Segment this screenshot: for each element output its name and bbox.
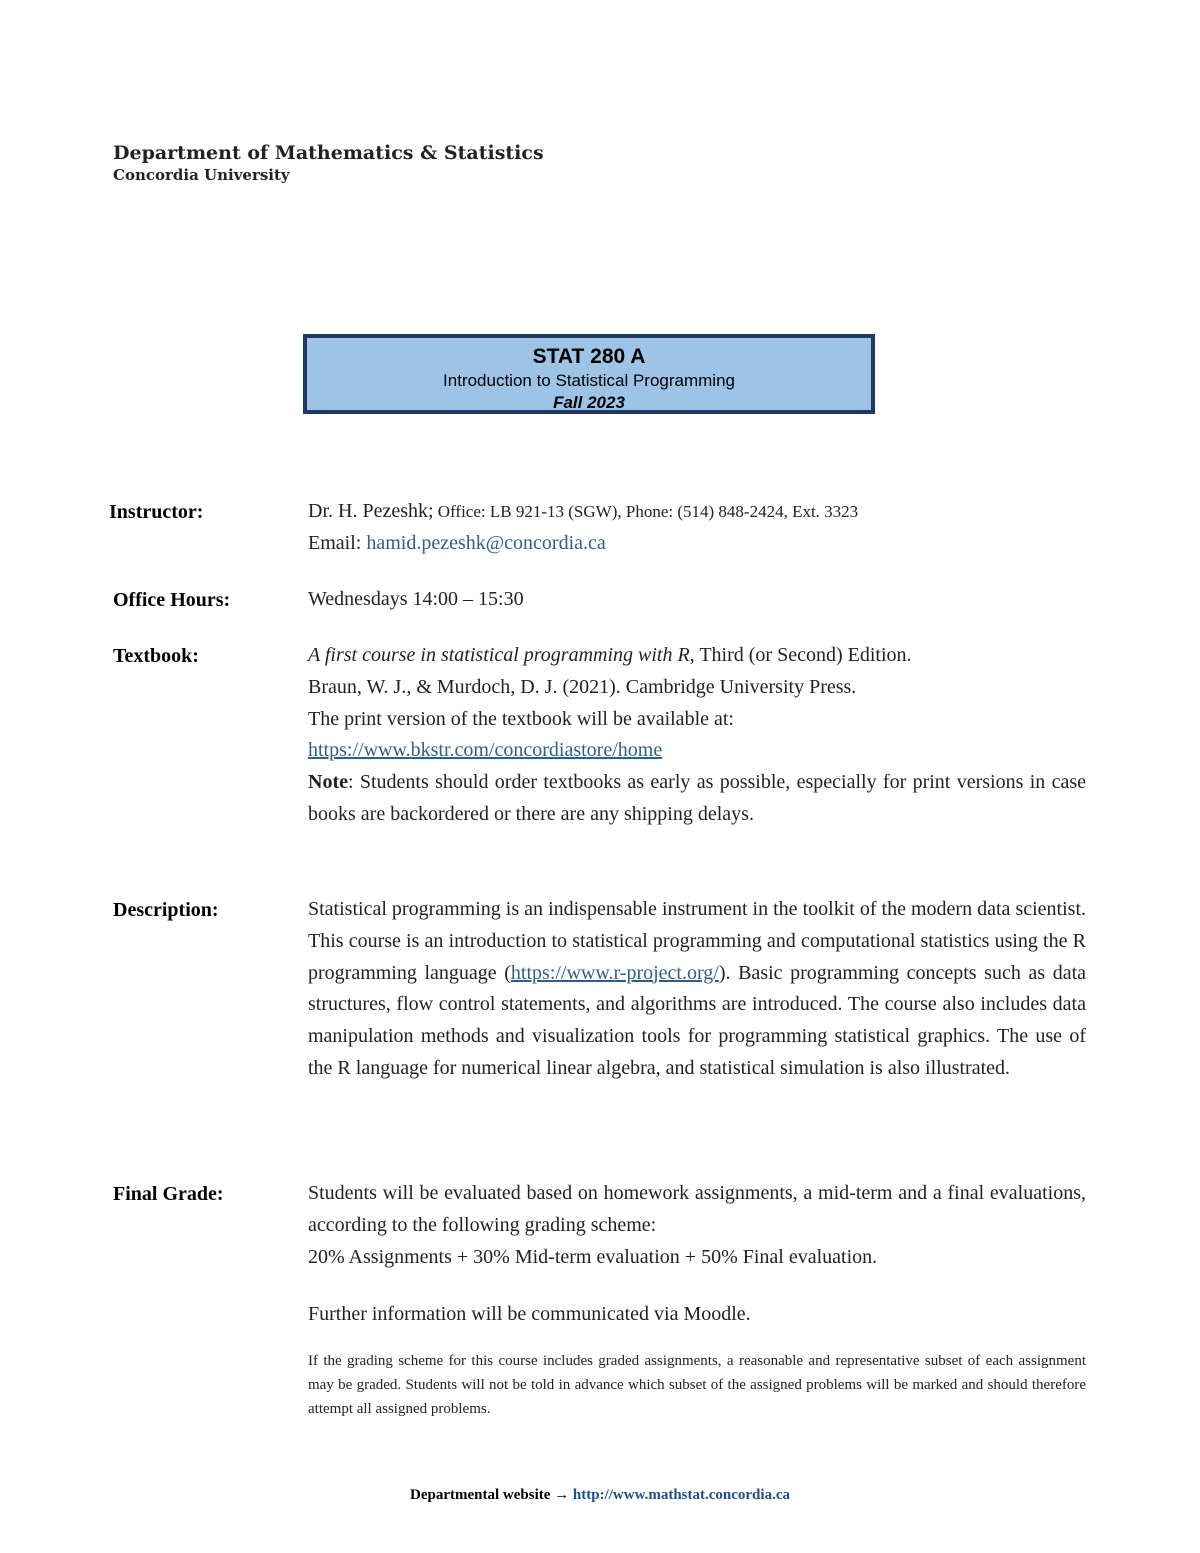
textbook-print-line: The print version of the textbook will be available at: — [308, 707, 734, 730]
department-website-link[interactable]: http://www.mathstat.concordia.ca — [572, 1487, 790, 1503]
description-text-after: ). Basic programming concepts such as data structures, flow control statements, and algorithms are introduced. The course also includes data manipulation methods and visualization tools for programming statistical graphics. The use of the R language for numerical linear algebra, and statistical simulation is also illustrated. — [308, 961, 1086, 1079]
textbook-citation: Braun, W. J., & Murdoch, D. J. (2021). Cambridge University Press. — [308, 675, 857, 698]
department-header — [113, 141, 544, 185]
moodle-note: Further information will be communicated via Moodle. — [308, 1303, 751, 1326]
office-hours-value: Wednesdays 14:00 – 15:30 — [308, 588, 524, 610]
course-title-box — [303, 334, 875, 414]
department-name: Department of Mathematics & Statistics — [113, 142, 544, 164]
textbook-details — [308, 640, 1086, 831]
grading-scheme: 20% Assignments + 30% Mid-term evaluation + 50% Final evaluation. — [308, 1245, 878, 1268]
description-label: Description: — [113, 899, 219, 921]
note-text: : Students should order textbooks as early as possible, especially for print versions in case books are backordered or there are any shipping delays. — [308, 771, 1086, 825]
instructor-details — [308, 496, 1086, 560]
description-text — [308, 894, 1086, 1085]
grading-intro: Students will be evaluated based on homework assignments, a mid-term and a final evaluations, according to the following grading scheme: — [308, 1182, 1086, 1236]
description-text-before: Statistical programming is an indispensable instrument in the toolkit of the modern data scientist. This course is an introduction to statistical programming and computational statistics using the R programming language ( — [308, 898, 1086, 984]
textbook-title: A first course in statistical programming with R — [308, 644, 690, 666]
final-grade-details — [308, 1178, 1086, 1421]
footer-label: Departmental website — [410, 1487, 551, 1503]
bookstore-link[interactable]: https://www.bkstr.com/concordiastore/home — [308, 739, 663, 762]
grading-fine-print: If the grading scheme for this course includes graded assignments, a reasonable and representative subset of each assignment may be graded. Students will not be told in advance which subset of the assigned problems will be marked and should therefore attempt all assigned problems. — [308, 1353, 1086, 1418]
instructor-name: Dr. H. Pezeshk; — [308, 500, 434, 522]
instructor-label: Instructor: — [109, 501, 204, 523]
note-label: Note — [308, 771, 348, 794]
course-code: STAT 280 A — [532, 345, 646, 368]
arrow-icon: → — [550, 1487, 573, 1503]
footer — [0, 1487, 1200, 1504]
course-name: Introduction to Statistical Programming — [443, 371, 735, 390]
course-term: Fall 2023 — [553, 393, 625, 412]
textbook-edition: , Third (or Second) Edition. — [689, 644, 912, 666]
email-label: Email: — [308, 531, 367, 554]
instructor-email-link[interactable]: hamid.pezeshk@concordia.ca — [366, 531, 606, 554]
textbook-label: Textbook: — [113, 645, 199, 667]
office-hours-label: Office Hours: — [113, 589, 231, 611]
university-name: Concordia University — [113, 166, 290, 184]
r-project-link[interactable]: https://www.r-project.org/ — [510, 961, 719, 984]
instructor-office: Office: LB 921-13 (SGW), Phone: (514) 848-2424, Ext. 3323 — [433, 502, 859, 521]
final-grade-label: Final Grade: — [113, 1183, 224, 1205]
